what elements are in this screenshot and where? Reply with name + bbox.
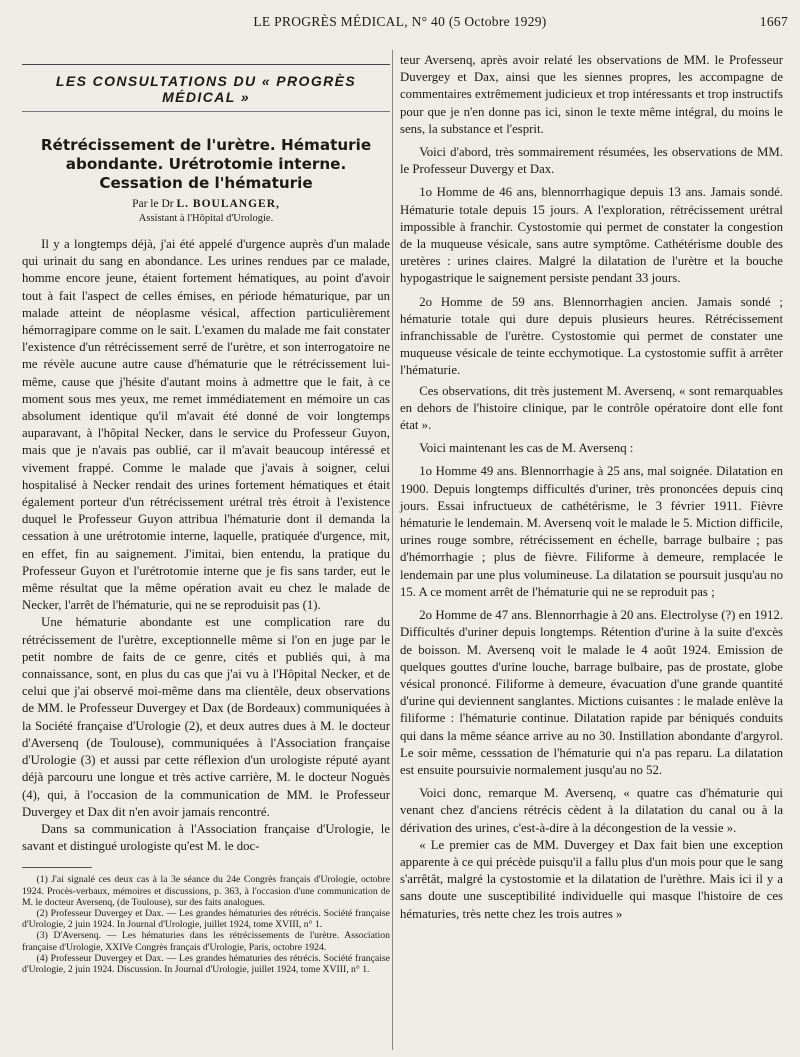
column-divider [392,50,393,1050]
left-column [22,52,390,975]
article-title-line: abondante. Urétrotomie interne. [65,155,347,173]
footnote: (4) Professeur Duvergey et Dax. — Les grandes hématuries des rétrécis. Société française d'Urologie, 2 juin 1924. Discussion. In Journal d'Urologie, juillet 1924, tome XVIII, n° 1. [22,952,390,975]
case-observation: 2o Homme de 59 ans. Blennorrhagien ancien. Jamais sondé ; hématurie totale qui dure depuis plusieurs heures. Rétrécissement infranchissable de l'urètre. Cystostomie qui permet de constater une muqueuse vésicale de teinte ecchymotique. La cystostomie suffit à arrêter l'hématurie. [400,294,783,378]
running-header [0,14,800,34]
case-observation: 1o Homme 49 ans. Blennorrhagie à 25 ans, mal soignée. Dilatation en 1900. Depuis longtemps difficultés d'uriner, très prononcées depuis cinq jours. Essai infructueux de cathétérisme, le 3 février 1911. Fièvre hématurie le lendemain. M. Aversenq voit le malade le 5. Miction difficile, urines rouge sombre, rétrécissement en échelle, barrage bulbaire ; pas d'hémorrhagie ; plus de fièvre. Filiforme à demeure, remplacée le lendemain par une plus volumineuse. La dilatation se poursuit jusqu'au no 15. A ce moment arrêt de l'hématurie qui ne se reproduit pas ; [400,464,783,599]
author-affiliation: Assistant à l'Hôpital d'Urologie. [138,213,274,224]
body-paragraph: Voici maintenant les cas de M. Aversenq : [419,441,634,456]
byline [22,197,390,212]
right-column [400,52,783,923]
article-title-line: Cessation de l'hématurie [99,174,313,192]
footnote: (2) Professeur Duvergey et Dax. — Les grandes hématuries des rétrécis. Société française d'Urologie, 2 juin 1924. In Journal d'Urologie, juillet 1924, tome XVIII, n° 1. [22,907,390,931]
body-paragraph: Dans sa communication à l'Association française d'Urologie, le savant et distingué urologiste qu'est M. le doc- [22,821,390,854]
body-paragraph: Voici d'abord, très sommairement résumées, les observations de MM. le Professeur Duvergy et Dax. [400,145,783,177]
section-title: LES CONSULTATIONS DU « PROGRÈS MÉDICAL » [22,64,390,112]
body-paragraph: Une hématurie abondante est une complication rare du rétrécissement de l'urètre, exceptionnelle même si l'on en juge par le petit nombre de faits de ce genre, cités et publiés qui, à ma connaissance, sont, en plus du cas que j'ai vu à l'Hôpital Necker, et de celui que j'ai observé moi-même dans ma clientèle, deux observations de MM. le Professeur Duvergey et Dax (de Bordeaux) communiquées à la Société française d'Urologie (2), et deux autres dues à M. le docteur d'Aversenq (de Toulouse), communiquées à l'Association française d'Urologie (3) et aussi par cette réflexion d'un urologiste réputé ayant déjà parcouru une longue et très active carrière, M. le docteur Noguès (4), qui, à l'occasion de la communication de MM. le Professeur Duvergey et Dax dit n'en avoir jamais rencontré. [22,615,390,819]
footnote-divider [22,867,92,868]
article-title-line: Rétrécissement de l'urètre. Hématurie [40,136,372,154]
footnote: (3) D'Aversenq. — Les hématuries dans les rétrécissements de l'urètre. Association française d'Urologie, XXIVe Congrès français d'Urologie, Paris, octobre 1924. [22,930,390,953]
body-paragraph: teur Aversenq, après avoir relaté les observations de MM. le Professeur Duvergey et Dax, ainsi que les siennes propres, les accompagne de commentaires extrêmement judicieux et trop intéressants et trop instructifs pour que je n'en donne pas ici, sinon le texte même intégral, du moins le sens, la substance et l'esprit. [400,53,783,136]
author-name: L. BOULANGER, [176,198,280,210]
page-number: 1667 [759,14,788,29]
case-observation: 1o Homme de 46 ans, blennorrhagique depuis 13 ans. Jamais sondé. Hématurie totale depuis 15 jours. A l'exploration, rétrécissement urétral impossible à franchir. Cystostomie qui permet de constater la congestion de la muqueuse vésicale, sans autre symptôme. Cathétérisme double des uretères : urines claires. Malgré la dilatation de l'urètre et la bouche hypogastrique le saignement persiste pendant 33 jours. [400,185,783,286]
body-paragraph: Voici donc, remarque M. Aversenq, « quatre cas d'hématurie qui venant chez d'anciens rétrécis cèdent à la dilatation du canal ou à la dérivation des urines, c'est-à-dire à la décongestion de la vessie ». [400,786,783,835]
quotation-paragraph: « Le premier cas de MM. Duvergey et Dax fait bien une exception apparente à ce qui précède puisqu'il a fallu plus d'un mois pour que le sang s'arrêtât, malgré la cystostomie et la dilatation de l'urèthre. Mais ici il y a sans doute une susceptibilité individuelle qui masque l'histoire de ces hématuries, très nette chez les trois autres » [400,837,783,921]
body-paragraph: Il y a longtemps déjà, j'ai été appelé d'urgence auprès d'un malade qui urinait du sang en abondance. Les urines rendues par ce malade, homme encore jeune, étaient fortement hématiques, au point d'avoir tout à fait l'aspect de celles émises, en période hématurique, par un malade atteint de néoplasme vésical, affection particulièrement hémorragipare comme on le sait. L'examen du malade me fait constater l'existence d'un rétrécissement serré de l'urètre, et son interrogatoire ne me révèle aucune autre cause d'hématurie que le rétrécissement lui-même, cause que j'hésite d'autant moins à admettre que le fait, à ce moment sous mes yeux, me remet immédiatement en mémoire un cas absolument identique qu'il m'avait été donné de voir longtemps auparavant, à l'hôpital Necker, dans le service du Professeur Guyon, mais que je n'avais pas oublié, car il m'avait beaucoup intéressé et vivement frappé. Comme le malade que j'avais à soigner, celui hospitalisé à Necker rendait des urines fortement hématiques et était également porteur d'un rétrécissement urétral très étroit à l'existence duquel le Professeur Guyon attribua l'hématurie dont il demanda la cessation à une urétrotomie interne, laquelle, pratiquée d'urgence, mit, en effet, fin au saignement. J'imitai, bien entendu, la pratique du Professeur Guyon et l'urétrotomie interne que je fis sans tarder, eut le même résultat que la même opération avait eu chez le malade de Necker, l'arrêt de l'hématurie, qui ne se reproduisit pas (1). [22,237,390,613]
footnote: (1) J'ai signalé ces deux cas à la 3e séance du 24e Congrès français d'Urologie, octobre 1924. Procès-verbaux, mémoires et discussions, p. 363, à l'occasion d'une communication de M. le docteur Aversenq, (de Toulouse), sur des faits analogues. [22,874,390,908]
article-title [22,136,390,193]
byline-prefix: Par le Dr [132,198,174,210]
body-paragraph: Ces observations, dit très justement M. Aversenq, « sont remarquables en dehors de l'histoire clinique, par le contrôle opératoire dont elle font état ». [400,383,783,433]
running-title: LE PROGRÈS MÉDICAL, N° 40 (5 Octobre 1929) [253,14,547,29]
case-observation: 2o Homme de 47 ans. Blennorrhagie à 20 ans. Electrolyse (?) en 1912. Difficultés d'uriner depuis longtemps. Rétention d'urine à la suite d'excès de boisson. M. Aversenq voit le malade le 4 août 1924. Emission de quelques gouttes d'urine louche, barrage bulbaire, pas de prostate, globe vésical prononcé. Filiforme à demeure, évacuation d'une grande quantité d'urine qui deviennent sanglantes. Mictions cuisantes : le malade enlève la filiforme : l'hématurie continue. Dilatation rapide par béniqués conduits qui dans la même séance arrive au no 30. Instillation abondante d'argyrol. Le soir même, cesssation de l'hématurie qui n'a pas reparu. La dilatation est ensuite poursuivie normalement jusqu'au no 52. [400,608,783,777]
